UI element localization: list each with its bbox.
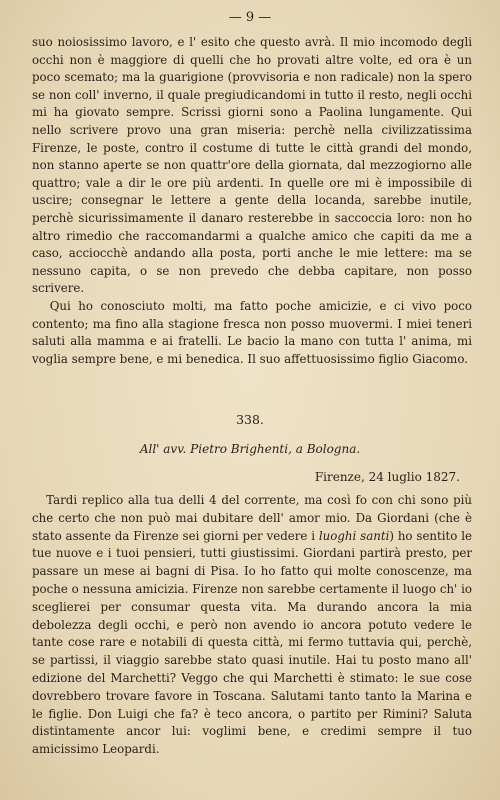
italic-phrase: luoghi santi bbox=[318, 528, 390, 543]
letter-addressee: All' avv. Pietro Brighenti, a Bologna. bbox=[139, 442, 361, 456]
previous-letter-continuation bbox=[32, 34, 472, 368]
letter-dateline: Firenze, 24 luglio 1827. bbox=[314, 470, 460, 484]
body-text: Tardi replico alla tua delli 4 del corrente, ma così fo con chi sono più che certo che non può mai dubitare dell' amor mio. Da Giordani (che è stato assente da Firenze sei giorni per vedere i bbox=[32, 493, 472, 543]
letter-number: 338. bbox=[236, 412, 264, 427]
body-text: ) ho sentito le tue nuove e i tuoi pensieri, tutti giustissimi. Giordani partirà presto, per passare un mese ai bagni di Pisa. Io ho fatto qui molte conoscenze, ma poche o nessuna amicizia. Firenze non sarebbe certamente il luogo ch' io sceglierei per consumar questa vita. Ma durando ancora la mia debolezza degli occhi, e però non avendo io ancora potuto vedere le tante cose rare e notabili di questa città, mi fermo tuttavia qui, perchè, se partissi, il viaggio sarebbe stato quasi inutile. Hai tu posto mano all' edizione del Marchetti? Veggo che qui Marchetti è stimato: le sue cose dovrebbero trovare favore in Toscana. Salutami tanto tanto la Marina e le figlie. Don Luigi che fa? è teco ancora, o partito per Rimini? Saluta distintamente ancor lui: voglimi bene, e credimi sempre il tuo amicissimo Leopardi. bbox=[32, 528, 473, 757]
letter-body bbox=[32, 492, 472, 759]
paragraph: suo noiosissimo lavoro, e l' esito che questo avrà. Il mio incomodo degli occhi non è maggiore di quelli che ho provati altre volte, ed ora è un poco scemato; ma la guarigione (provvisoria e non radicale) non la spero se non coll' inverno, il quale pregiudicandomi in tutto il resto, negli occhi mi ha giovato sempre. Scrissi giorni sono a Paolina lungamente. Qui nello scrivere provo una gran miseria: perchè nella civilizzatissima Firenze, le poste, contro il costume di tutte le città grandi del mondo, non stanno aperte se non quattr'ore della giornata, dal mezzogiorno alle quattro; vale a dir le ore più ardenti. In quelle ore mi è impossibile di uscire; consegnar le lettere a gente della locanda, sarebbe inutile, perchè sicurissimamente il danaro resterebbe in saccoccia loro: non ho altro rimedio che raccomandarmi a qualche amico che capiti da me a caso, acciocchè andando alla posta, porti anche le mie lettere: ma se nessuno capita, o se non prevedo che debba capitare, non posso scrivere. bbox=[32, 35, 472, 296]
page-number: — 9 — bbox=[228, 10, 272, 25]
paragraph bbox=[32, 492, 472, 759]
paragraph: Qui ho conosciuto molti, ma fatto poche amicizie, e ci vivo poco contento; ma fino alla stagione fresca non posso muovermi. I miei teneri saluti alla mamma e ai fratelli. Le bacio la mano con tutta l' anima, mi voglia sempre bene, e mi benedica. Il suo affettuosissimo figlio Giacomo. bbox=[32, 298, 472, 366]
